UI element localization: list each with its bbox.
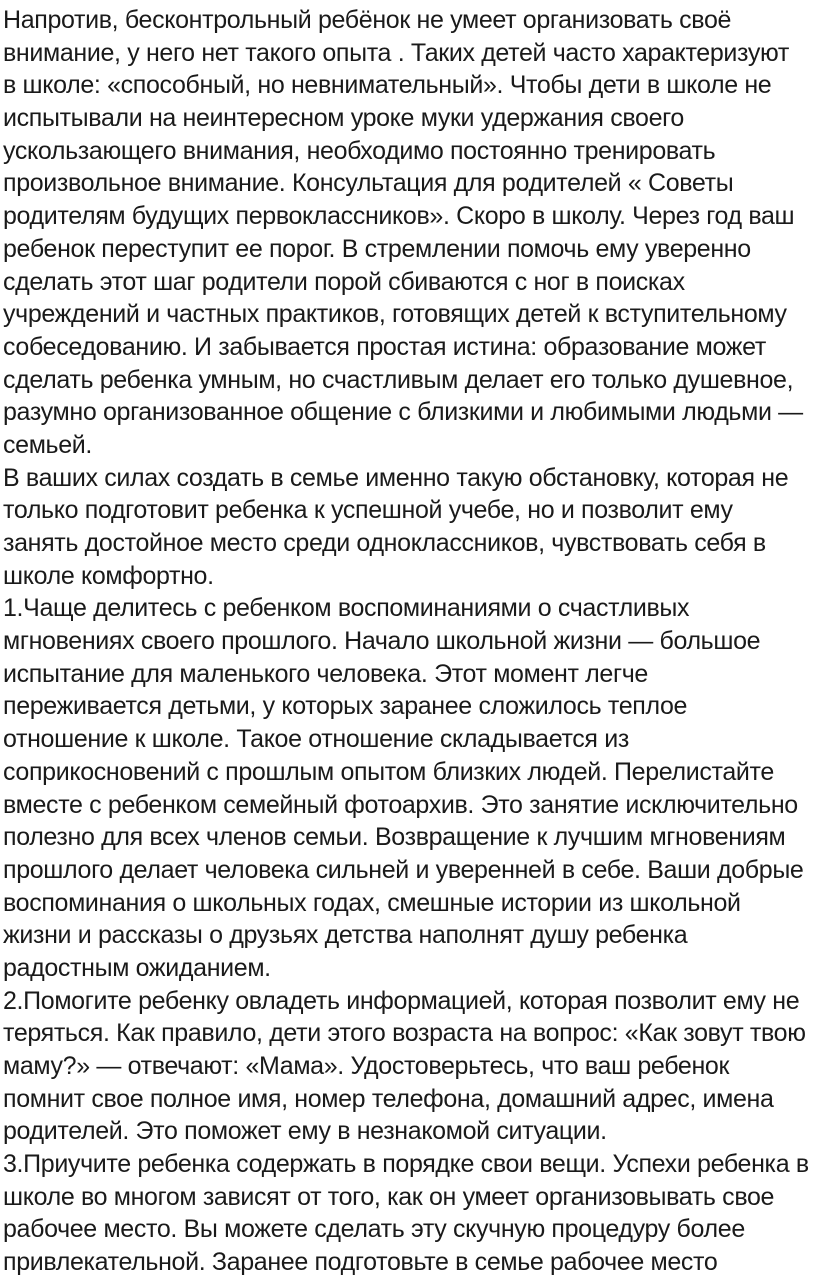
text-line: жизни и рассказы о друзьях детства наполнят душу ребенка bbox=[3, 921, 688, 950]
text-line: ускользающего внимания, необходимо постоянно тренировать bbox=[3, 136, 716, 165]
text-line: испытание для маленького человека. Этот момент легче bbox=[3, 659, 648, 688]
text-line: семьей. bbox=[3, 430, 92, 459]
text-line: вместе с ребенком семейный фотоархив. Это занятие исключительно bbox=[3, 790, 798, 819]
text-line: радостным ожиданием. bbox=[3, 953, 271, 982]
text-line: отношение к школе. Такое отношение складывается из bbox=[3, 725, 629, 754]
text-line: только подготовит ребенка к успешной учебе, но и позволит ему bbox=[3, 496, 733, 525]
text-line: сделать ребенка умным, но счастливым делает его только душевное, bbox=[3, 365, 794, 394]
text-line: собеседованию. И забывается простая истина: образование может bbox=[3, 332, 766, 361]
text-line: 2.Помогите ребенку овладеть информацией, которая позволит ему не bbox=[3, 986, 800, 1015]
text-line: ребенок переступит ее порог. В стремлении помочь ему уверенно bbox=[3, 234, 751, 263]
text-line: сделать этот шаг родители порой сбиваются с ног в поисках bbox=[3, 267, 685, 296]
text-line: занять достойное место среди одноклассников, чувствовать себя в bbox=[3, 529, 766, 557]
text-line: помнит свое полное имя, номер телефона, домашний адрес, имена bbox=[3, 1084, 774, 1113]
document-text-block bbox=[3, 4, 814, 1279]
text-line: произвольное внимание. Консультация для родителей « Советы bbox=[3, 169, 734, 198]
text-line: В ваших силах создать в семье именно такую обстановку, которая не bbox=[3, 463, 789, 492]
text-line: испытывали на неинтересном уроке муки удержания своего bbox=[3, 104, 684, 133]
text-line: привлекательной. Заранее подготовьте в семье рабочее место bbox=[3, 1248, 718, 1277]
text-line: внимание, у него нет такого опыта . Таких детей часто характеризуют bbox=[3, 38, 789, 67]
text-line: воспоминания о школьных годах, смешные истории из школьной bbox=[3, 888, 741, 917]
text-line: школе комфортно. bbox=[3, 561, 214, 590]
text-line: соприкосновений с прошлым опытом близких людей. Перелистайте bbox=[3, 757, 774, 786]
text-line: переживается детьми, у которых заранее сложилось теплое bbox=[3, 692, 688, 721]
text-line: школе во многом зависят от того, как он умеет организовывать свое bbox=[3, 1182, 775, 1211]
text-line: 3.Приучите ребенка содержать в порядке свои вещи. Успехи ребенка в bbox=[3, 1150, 809, 1179]
text-line: родителям будущих первоклассников». Скоро в школу. Через год ваш bbox=[3, 202, 795, 231]
text-line: маму?» — отвечают: «Мама». Удостоверьтесь, что ваш ребенок bbox=[3, 1052, 730, 1080]
text-line: теряться. Как правило, дети этого возраста на вопрос: «Как зовут твою bbox=[3, 1019, 806, 1048]
text-line: Напротив, бесконтрольный ребёнок не умеет организовать своё bbox=[3, 6, 732, 34]
text-line: в школе: «способный, но невнимательный». Чтобы дети в школе не bbox=[3, 71, 772, 100]
text-line: учреждений и частных практиков, готовящих детей к вступительному bbox=[3, 300, 787, 329]
text-line: родителей. Это поможет ему в незнакомой ситуации. bbox=[3, 1117, 607, 1146]
text-line: полезно для всех членов семьи. Возвращение к лучшим мгновениям bbox=[3, 823, 786, 852]
text-line: разумно организованное общение с близкими и любимыми людьми — bbox=[3, 398, 803, 427]
text-line: 1.Чаще делитесь с ребенком воспоминаниями о счастливых bbox=[3, 594, 690, 623]
text-line: рабочее место. Вы можете сделать эту скучную процедуру более bbox=[3, 1215, 745, 1244]
text-line: прошлого делает человека сильней и уверенней в себе. Ваши добрые bbox=[3, 855, 804, 884]
text-line: мгновениях своего прошлого. Начало школьной жизни — большое bbox=[3, 627, 761, 656]
